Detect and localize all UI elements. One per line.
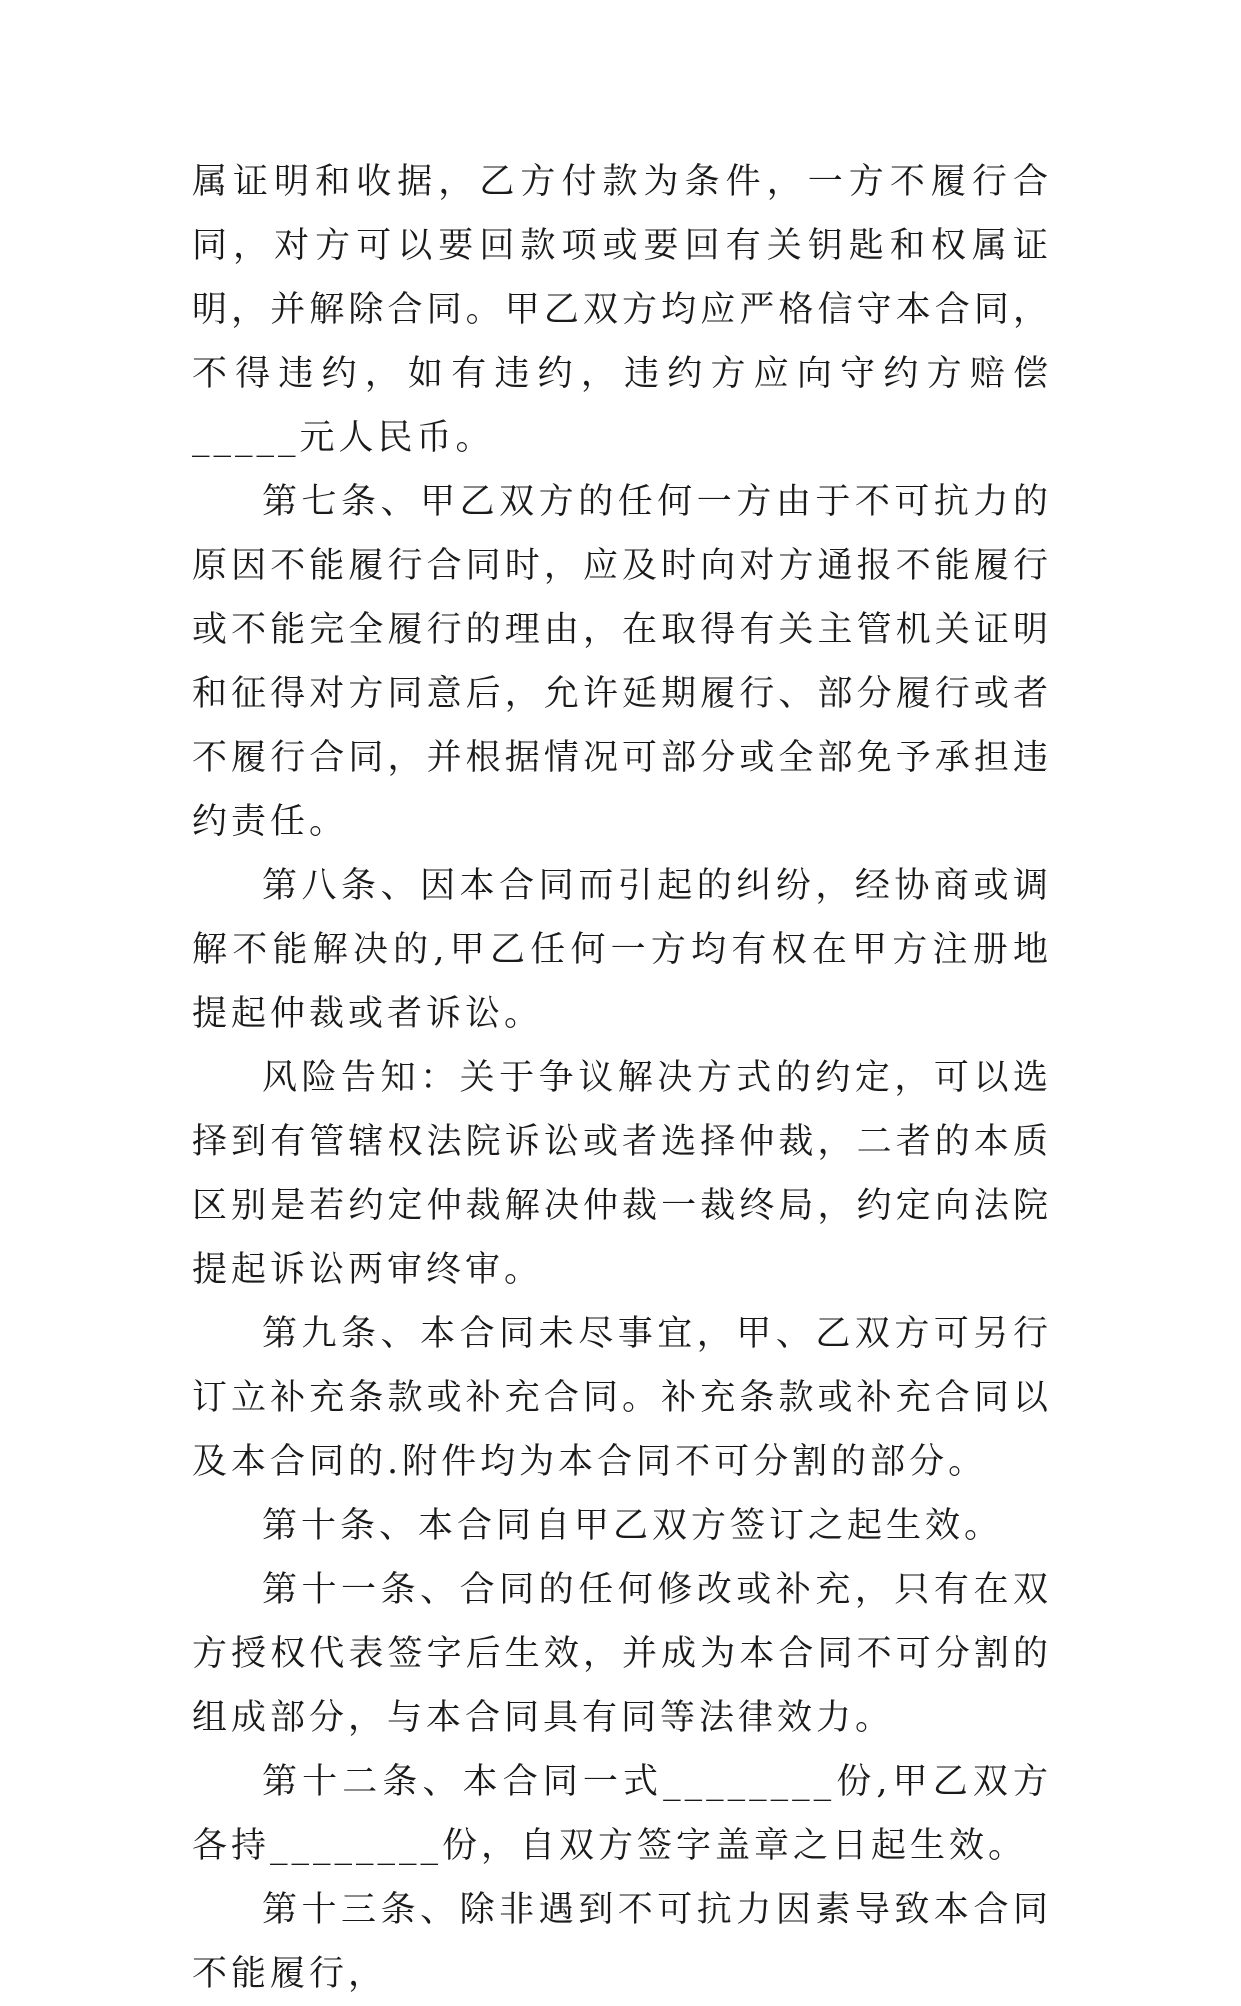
paragraph-clause-11: 第十一条、合同的任何修改或补充，只有在双方授权代表签字后生效，并成为本合同不可分割的组成部分，与本合同具有同等法律效力。	[192, 1570, 1052, 1738]
paragraph-clause-7: 第七条、甲乙双方的任何一方由于不可抗力的原因不能履行合同时，应及时向对方通报不能履行或不能完全履行的理由，在取得有关主管机关证明和征得对方同意后，允许延期履行、部分履行或者不履行合同，并根据情况可部分或全部免予承担违约责任。	[192, 482, 1052, 842]
paragraph-clause-9: 第九条、本合同未尽事宜，甲、乙双方可另行订立补充条款或补充合同。补充条款或补充合同以及本合同的.附件均为本合同不可分割的部分。	[192, 1314, 1052, 1482]
paragraph-clause-10: 第十条、本合同自甲乙双方签订之起生效。	[262, 1506, 1004, 1546]
paragraph-clause-13: 第十三条、除非遇到不可抗力因素导致本合同不能履行，	[192, 1890, 1052, 1994]
contract-body	[192, 150, 1052, 2006]
paragraph-clause-8: 第八条、因本合同而引起的纠纷，经协商或调解不能解决的,甲乙任何一方均有权在甲方注册地提起仲裁或者诉讼。	[192, 866, 1052, 1034]
paragraph-risk-notice: 风险告知：关于争议解决方式的约定，可以选择到有管辖权法院诉讼或者选择仲裁，二者的本质区别是若约定仲裁解决仲裁一裁终局，约定向法院提起诉讼两审终审。	[192, 1058, 1052, 1290]
paragraph-continuation: 属证明和收据，乙方付款为条件，一方不履行合同，对方可以要回款项或要回有关钥匙和权属证明，并解除合同。甲乙双方均应严格信守本合同，不得违约，如有违约，违约方应向守约方赔偿_____元人民币。	[192, 162, 1052, 458]
paragraph-clause-12: 第十二条、本合同一式________份,甲乙双方各持________份，自双方签字盖章之日起生效。	[192, 1762, 1052, 1866]
